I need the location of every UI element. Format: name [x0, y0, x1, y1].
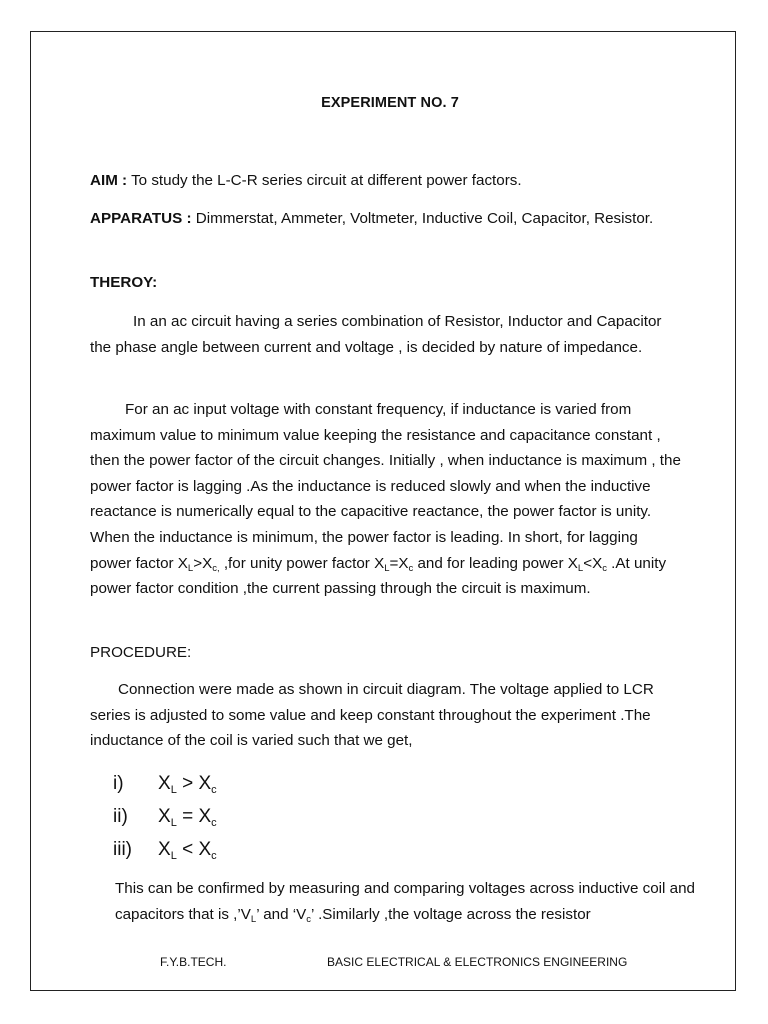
procedure-confirmation-paragraph: [115, 876, 695, 927]
subscript: L: [170, 784, 177, 796]
subscript: c: [602, 562, 607, 574]
subscript: c: [211, 850, 217, 862]
page-title: EXPERIMENT NO. 7: [321, 95, 459, 111]
subscript: L: [250, 913, 257, 925]
aim-text: To study the L-C-R series circuit at different power factors.: [127, 172, 522, 189]
list-formula: [158, 800, 217, 833]
inline-text: <X: [583, 554, 603, 572]
formula-text: < X: [176, 839, 212, 860]
inline-text: ’ and ‘V: [256, 905, 307, 923]
formula-text: = X: [176, 806, 212, 827]
subscript: L: [384, 562, 390, 574]
theory-paragraph-2-text: For an ac input voltage with constant frequency, if inductance is varied from maximum value to minimum value keeping the resistance and capacitance constant , then the power factor of the circuit changes. Initially , when inductance is maximum , the power factor is lagging .As the inductance is reduced slowly and when the inductive reactance is numerically equal to the capacitive reactance, the power factor is unity. When the inductance is minimum, the power factor is leading. In short, for lagging power factor X: [90, 401, 681, 572]
subscript: c,: [212, 562, 220, 574]
subscript: L: [187, 562, 194, 574]
subscript: L: [170, 850, 177, 862]
inline-text: ,for unity power factor X: [219, 554, 385, 572]
list-number: iii): [113, 839, 132, 860]
formula-text: X: [158, 839, 171, 860]
subscript: c: [408, 562, 414, 574]
subscript: c: [306, 913, 312, 925]
theory-paragraph-1: In an ac circuit having a series combination of Resistor, Inductor and Capacitor the phase angle between current and voltage , is decided by nature of impedance.: [90, 313, 662, 356]
apparatus-label: APPARATUS :: [90, 210, 192, 227]
subscript: L: [577, 562, 584, 574]
inline-text: .At unity power factor condition ,the current passing through the circuit is maximum.: [90, 554, 667, 598]
subscript: c: [211, 784, 217, 796]
theory-heading: THEROY:: [90, 274, 158, 291]
inline-text: ’ .Similarly ,the voltage across the resistor: [311, 905, 591, 923]
list-formula: [158, 833, 217, 866]
theory-paragraph-2: [90, 397, 682, 602]
inline-text: This can be confirmed by measuring and comparing voltages across inductive coil and capacitors that is ,’V: [115, 880, 695, 923]
footer-right: BASIC ELECTRICAL & ELECTRONICS ENGINEERING: [327, 955, 628, 969]
formula-text: X: [158, 806, 171, 827]
inline-text: >X: [193, 554, 213, 572]
list-item: [113, 833, 217, 866]
condition-list: [113, 767, 217, 866]
aim-line: [90, 168, 682, 194]
footer-left: F.Y.B.TECH.: [160, 955, 227, 969]
subscript: c: [211, 817, 217, 829]
formula-text: > X: [176, 773, 212, 794]
list-item: [113, 767, 217, 800]
list-item: [113, 800, 217, 833]
aim-label: AIM :: [90, 172, 128, 189]
subscript: L: [170, 817, 177, 829]
apparatus-text: Dimmerstat, Ammeter, Voltmeter, Inductive Coil, Capacitor, Resistor.: [191, 210, 654, 227]
list-number: ii): [113, 806, 128, 827]
formula-text: X: [158, 773, 171, 794]
procedure-heading: PROCEDURE:: [90, 644, 192, 661]
apparatus-line: [90, 206, 682, 232]
inline-text: =X: [389, 554, 409, 572]
list-number: i): [113, 773, 124, 794]
list-formula: [158, 767, 217, 800]
inline-text: and for leading power X: [413, 554, 578, 572]
procedure-paragraph: Connection were made as shown in circuit diagram. The voltage applied to LCR series is adjusted to some value and keep constant throughout the experiment .The inductance of the coil is varied such that we get,: [90, 681, 654, 750]
